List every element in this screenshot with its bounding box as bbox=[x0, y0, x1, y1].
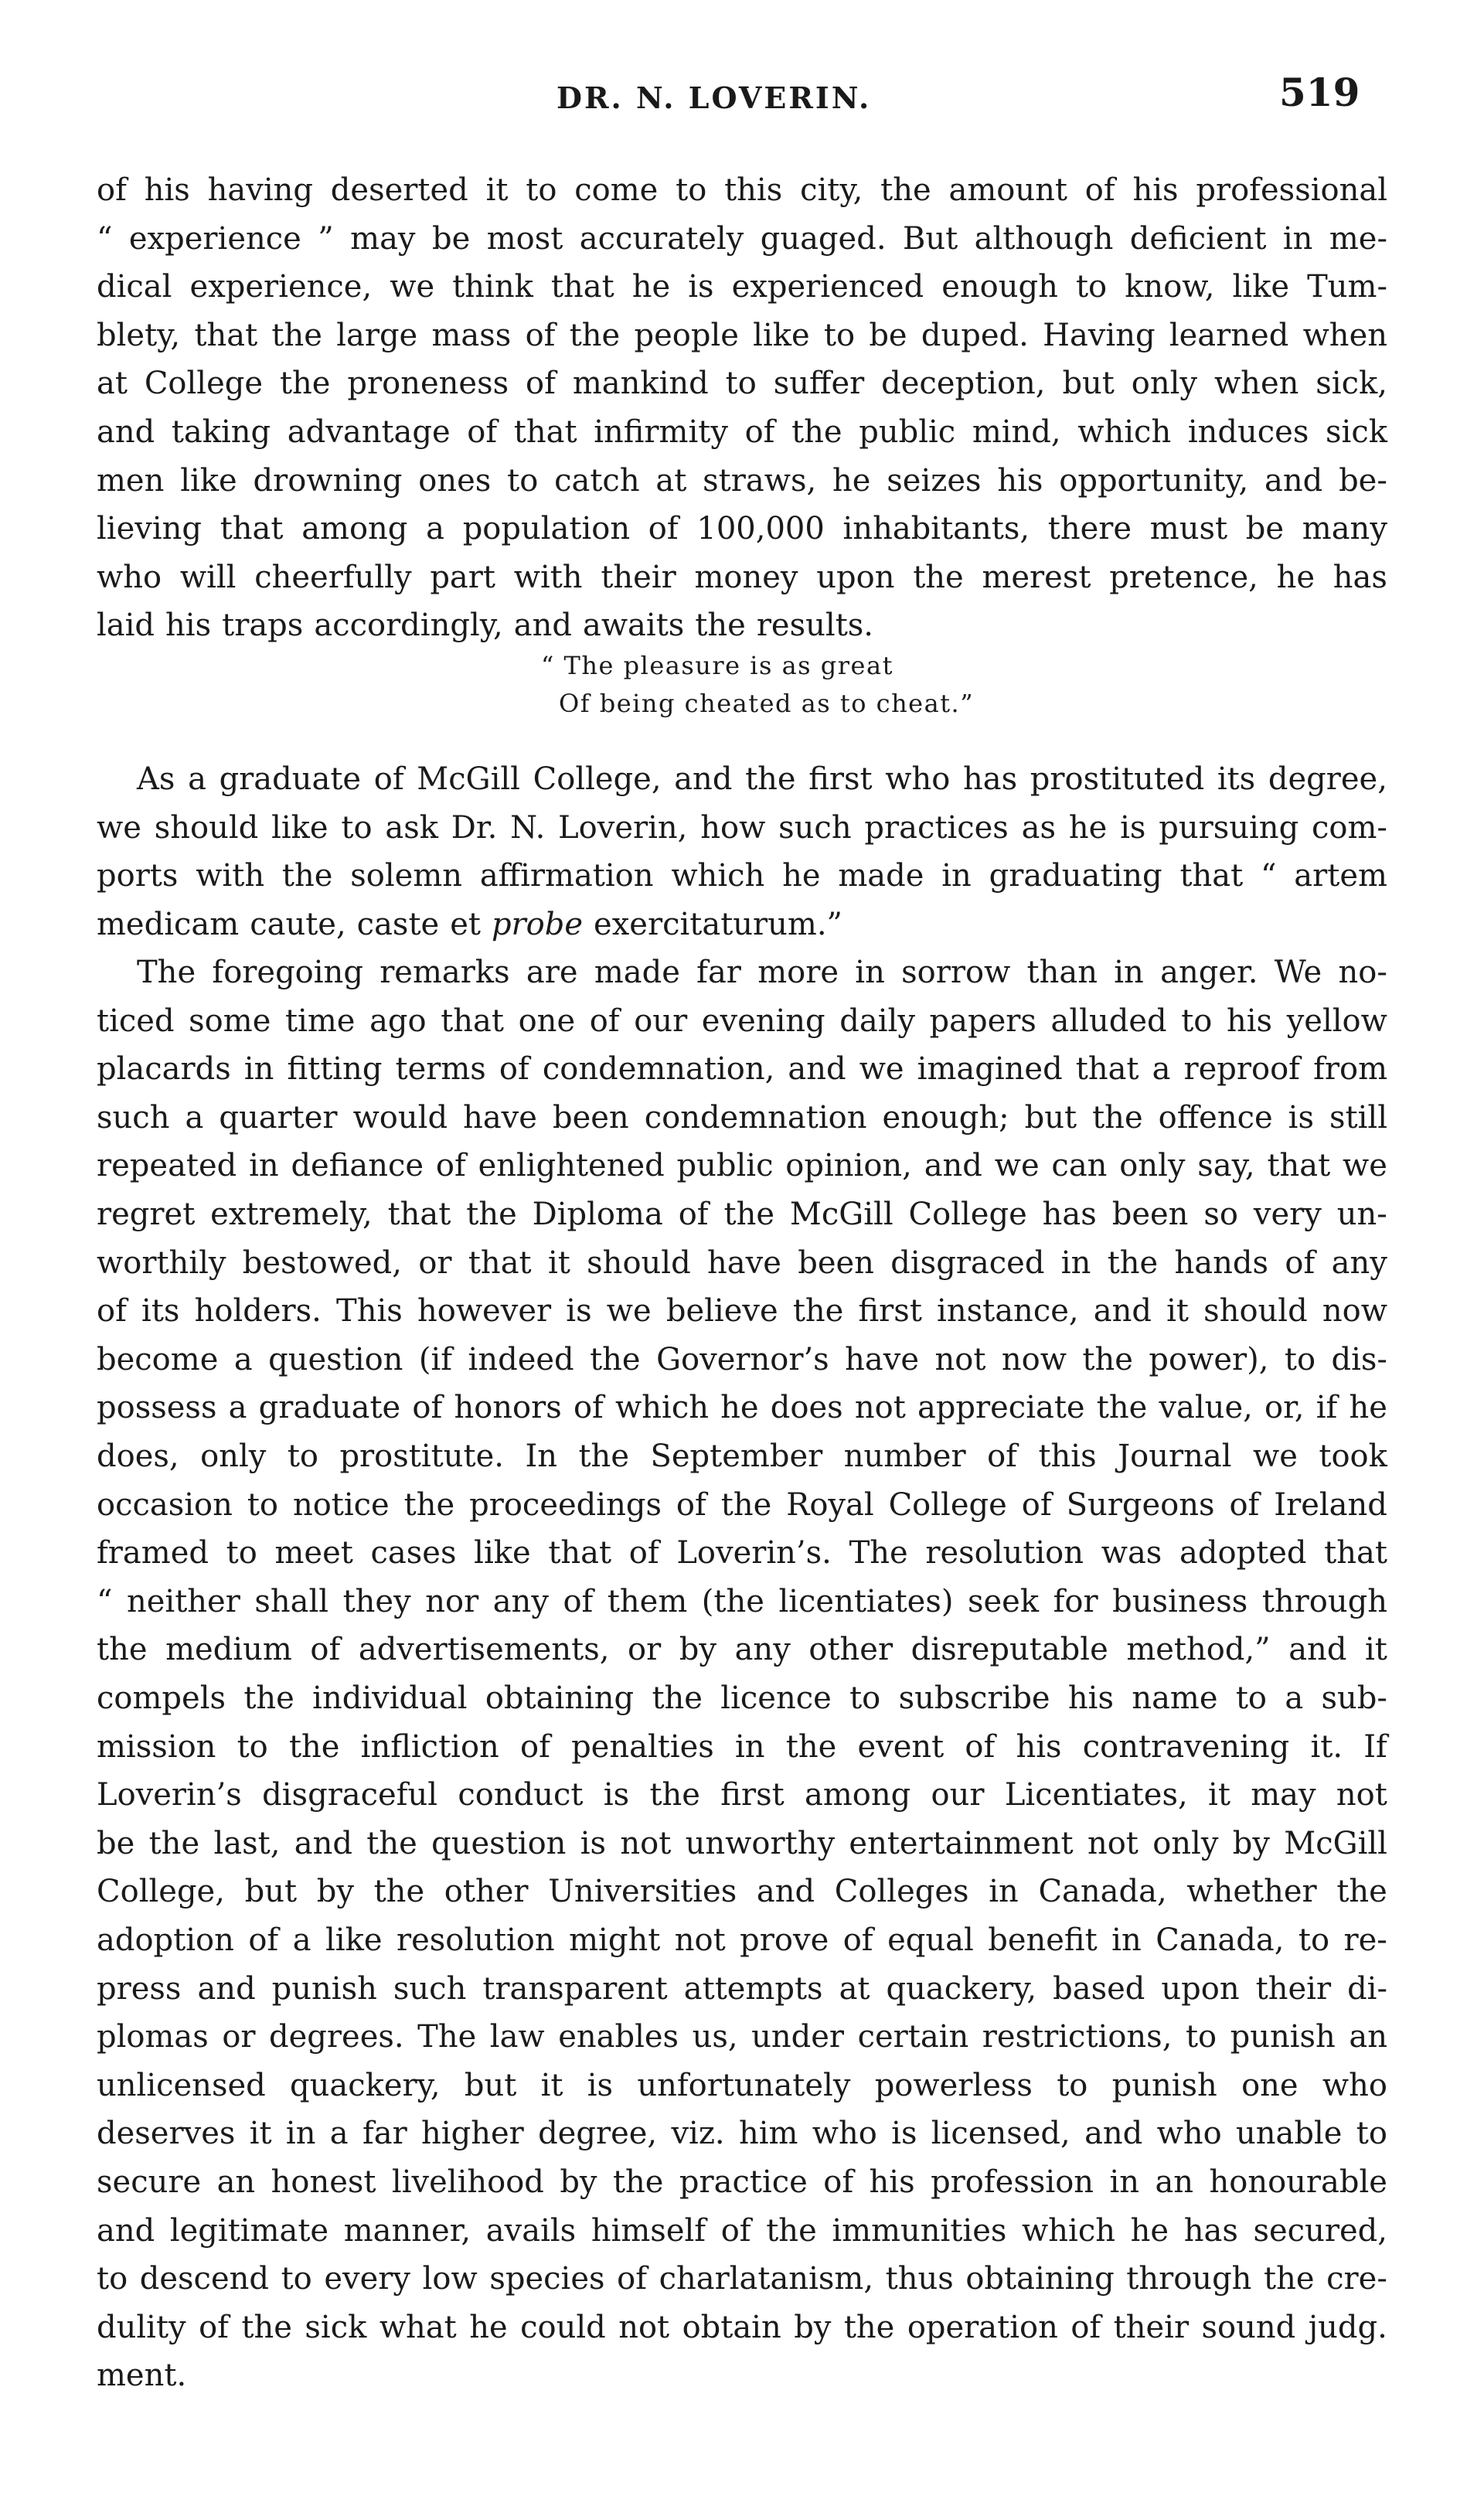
text-line: and taking advantage of that infirmity of the public mind, which induces sick bbox=[97, 414, 1387, 450]
text-line: dical experience, we think that he is experienced enough to know, like Tum- bbox=[97, 269, 1387, 305]
running-header bbox=[0, 66, 1484, 128]
text-line: medicam caute, caste et probe exercitaturum.” bbox=[97, 907, 842, 942]
text-line: As a graduate of McGill College, and the first who has prostituted its degree, bbox=[137, 761, 1387, 797]
text-line: we should like to ask Dr. N. Loverin, how such practices as he is pursuing com- bbox=[97, 810, 1387, 846]
text-line: framed to meet cases like that of Loverin’s. The resolution was adopted that bbox=[97, 1535, 1387, 1571]
text-line: become a question (if indeed the Governor’s have not now the power), to dis- bbox=[97, 1342, 1387, 1377]
text-line: such a quarter would have been condemnation enough; but the offence is still bbox=[97, 1100, 1387, 1136]
text-line: be the last, and the question is not unworthy entertainment not only by McGill bbox=[97, 1826, 1387, 1861]
text-line: regret extremely, that the Diploma of the McGill College has been so very un- bbox=[97, 1197, 1387, 1232]
text-line: blety, that the large mass of the people like to be duped. Having learned when bbox=[97, 318, 1387, 353]
text-line: the medium of advertisements, or by any other disreputable method,” and it bbox=[97, 1632, 1387, 1667]
text-line: and legitimate manner, avails himself of the immunities which he has secured, bbox=[97, 2213, 1387, 2249]
text-line: men like drowning ones to catch at straws, he seizes his opportunity, and be- bbox=[97, 463, 1387, 499]
page-number: 519 bbox=[1279, 70, 1360, 115]
text-line: “ neither shall they nor any of them (the licentiates) seek for business through bbox=[97, 1584, 1387, 1619]
text-line: deserves it in a far higher degree, viz. him who is licensed, and who unable to bbox=[97, 2116, 1387, 2151]
running-title: DR. N. LOVERIN. bbox=[556, 80, 872, 115]
text-line: to descend to every low species of charlatanism, thus obtaining through the cre- bbox=[97, 2261, 1387, 2297]
text-line: of its holders. This however is we believe the first instance, and it should now bbox=[97, 1293, 1387, 1329]
text-line: mission to the infliction of penalties in the event of his contravening it. If bbox=[97, 1729, 1387, 1765]
text-line: of his having deserted it to come to this city, the amount of his professional bbox=[97, 172, 1387, 208]
text-line: repeated in defiance of enlightened public opinion, and we can only say, that we bbox=[97, 1148, 1387, 1183]
text-line: “ experience ” may be most accurately guaged. But although deficient in me- bbox=[97, 221, 1387, 257]
text-line: laid his traps accordingly, and awaits the results. bbox=[97, 608, 874, 643]
verse-line: “ The pleasure is as great bbox=[541, 651, 893, 680]
text-line: ports with the solemn affirmation which he made in graduating that “ artem bbox=[97, 858, 1387, 894]
text-line: press and punish such transparent attempts at quackery, based upon their di- bbox=[97, 1971, 1387, 2007]
text-line: plomas or degrees. The law enables us, under certain restrictions, to punish an bbox=[97, 2019, 1387, 2055]
text-line: compels the individual obtaining the licence to subscribe his name to a sub- bbox=[97, 1680, 1387, 1716]
text-line: unlicensed quackery, but it is unfortunately powerless to punish one who bbox=[97, 2068, 1387, 2103]
text-line: ticed some time ago that one of our evening daily papers alluded to his yellow bbox=[97, 1003, 1387, 1039]
text-line: ment. bbox=[97, 2358, 187, 2393]
text-line: secure an honest livelihood by the practice of his profession in an honourable bbox=[97, 2164, 1387, 2200]
verse-line: Of being cheated as to cheat.” bbox=[559, 689, 975, 718]
text-line: who will cheerfully part with their money upon the merest pretence, he has bbox=[97, 560, 1387, 595]
text-line: College, but by the other Universities and Colleges in Canada, whether the bbox=[97, 1874, 1387, 1909]
text-line: placards in fitting terms of condemnation, and we imagined that a reproof from bbox=[97, 1051, 1387, 1087]
text-line: The foregoing remarks are made far more in sorrow than in anger. We no- bbox=[137, 955, 1387, 990]
text-line: possess a graduate of honors of which he does not appreciate the value, or, if he bbox=[97, 1390, 1387, 1425]
text-line: Loverin’s disgraceful conduct is the first among our Licentiates, it may not bbox=[97, 1777, 1387, 1813]
text-line: lieving that among a population of 100,000 inhabitants, there must be many bbox=[97, 511, 1387, 547]
text-line: worthily bestowed, or that it should have been disgraced in the hands of any bbox=[97, 1245, 1387, 1281]
text-line: at College the proneness of mankind to suffer deception, but only when sick, bbox=[97, 366, 1387, 401]
text-line: dulity of the sick what he could not obtain by the operation of their sound judg. bbox=[97, 2310, 1387, 2345]
text-line: does, only to prostitute. In the September number of this Journal we took bbox=[97, 1439, 1387, 1474]
text-line: adoption of a like resolution might not prove of equal benefit in Canada, to re- bbox=[97, 1922, 1387, 1958]
text-line: occasion to notice the proceedings of the Royal College of Surgeons of Ireland bbox=[97, 1487, 1387, 1523]
